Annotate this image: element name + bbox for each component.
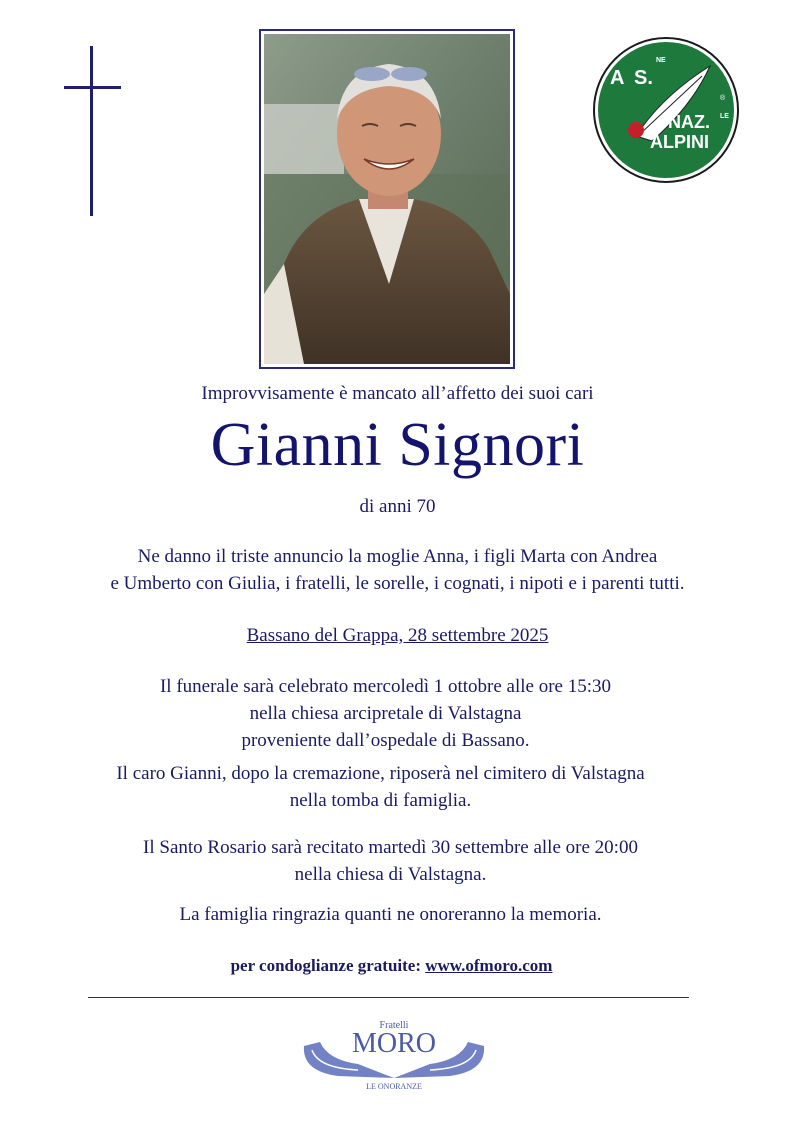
- condolences-line: [0, 956, 789, 976]
- burial-paragraph: [0, 760, 778, 814]
- burial-line: nella tomba di famiglia.: [289, 790, 472, 811]
- intro-text: Improvvisamente è mancato all’affetto dei suoi cari: [201, 383, 594, 404]
- funeral-line: Il funerale sarà celebrato mercoledì 1 ottobre alle ore 15:30: [159, 676, 612, 697]
- ana-logo-ne: NE: [656, 57, 666, 64]
- funeral-line: proveniente dall’ospedale di Bassano.: [241, 730, 530, 751]
- divider-line: [88, 997, 689, 998]
- ana-logo-le: LE: [720, 113, 729, 120]
- place-date-text: Bassano del Grappa, 28 settembre 2025: [246, 625, 549, 646]
- portrait-image: [264, 34, 510, 364]
- ana-alpini-logo: [592, 36, 740, 184]
- moro-logo-main: MORO: [351, 1028, 437, 1059]
- rosary-line: nella chiesa di Valstagna.: [294, 864, 487, 885]
- ana-logo-a: A: [610, 67, 625, 89]
- rosary-line: Il Santo Rosario sarà recitato martedì 30 settembre alle ore 20:00: [143, 837, 638, 858]
- ana-logo-registered: ®: [720, 95, 726, 102]
- ana-logo-alpini: ALPINI: [650, 132, 710, 152]
- funeral-line: nella chiesa arcipretale di Valstagna: [249, 703, 522, 724]
- announcement-paragraph: [0, 543, 795, 597]
- announcement-line: e Umberto con Giulia, i fratelli, le sorelle, i cognati, i nipoti e i parenti tutti.: [110, 573, 685, 594]
- ana-logo-s: S.: [634, 67, 653, 89]
- moro-logo-top: Fratelli: [379, 1020, 409, 1031]
- announcement-line: Ne danno il triste annuncio la moglie Anna, i figli Marta con Andrea: [137, 546, 658, 567]
- portrait-photo: [259, 29, 515, 369]
- thanks-text: La famiglia ringrazia quanti ne onoreranno la memoria.: [179, 904, 602, 925]
- moro-onoranze-logo: [298, 1016, 490, 1094]
- funeral-paragraph: [0, 673, 783, 754]
- cross-horizontal-bar: [64, 86, 121, 89]
- moro-logo-bottom: LE ONORANZE: [366, 1082, 422, 1091]
- ana-logo-naz: NAZ.: [668, 112, 710, 132]
- condolences-label: per condoglianze gratuite:: [230, 956, 421, 975]
- age-text: di anni 70: [359, 496, 436, 517]
- burial-line: Il caro Gianni, dopo la cremazione, riposerà nel cimitero di Valstagna: [116, 763, 645, 784]
- cross-vertical-bar: [90, 46, 93, 216]
- rosary-paragraph: [0, 834, 788, 888]
- deceased-name: Gianni Signori: [210, 411, 585, 479]
- place-date: [0, 622, 795, 649]
- condolences-link[interactable]: www.ofmoro.com: [425, 956, 553, 975]
